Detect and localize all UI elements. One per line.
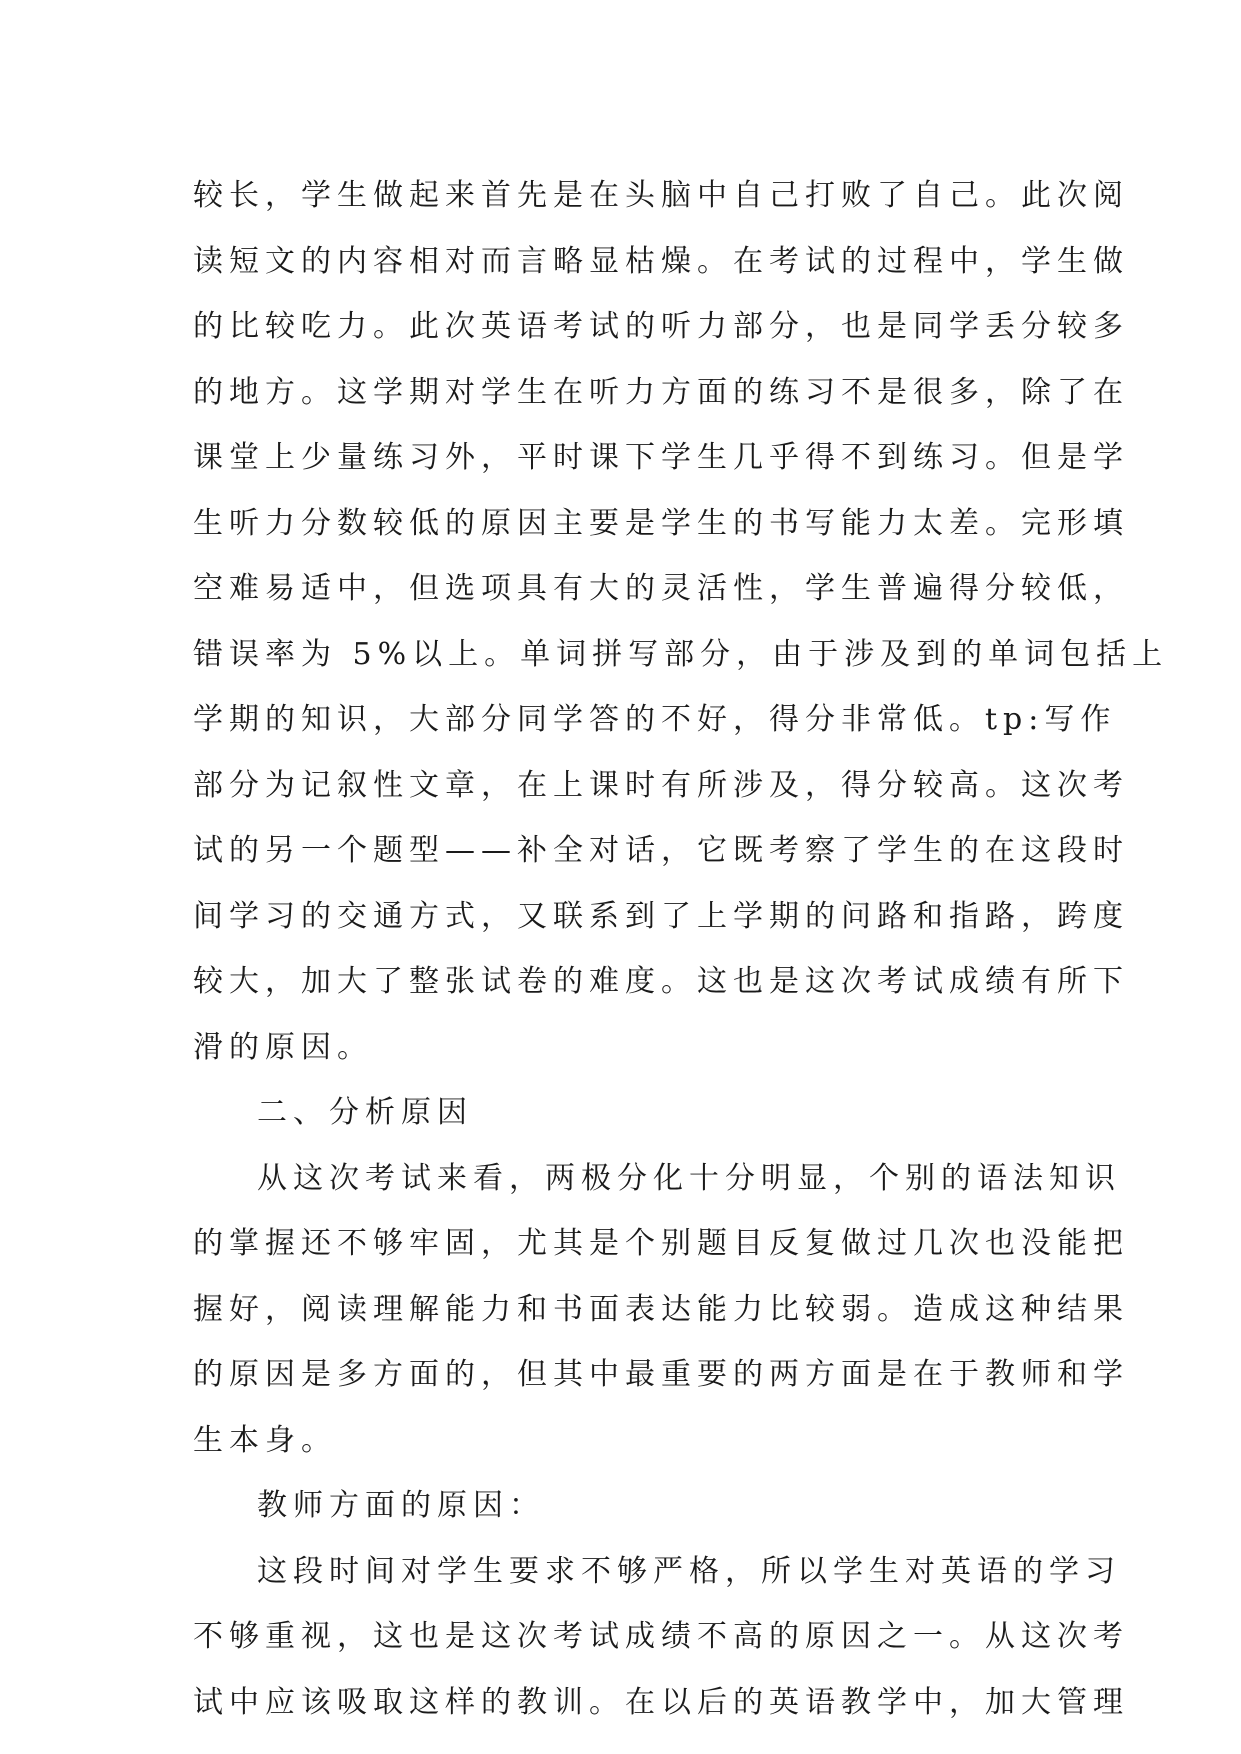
text-line: 间学习的交通方式，又联系到了上学期的问路和指路，跨度 xyxy=(193,898,1129,934)
paragraph-first-line: 二、分析原因 xyxy=(257,1095,473,1130)
text-line: 生本身。 xyxy=(193,1422,337,1458)
paragraph-first-line: 教师方面的原因： xyxy=(257,1488,545,1523)
paragraph-first-line: 这段时间对学生要求不够严格，所以学生对英语的学习 xyxy=(257,1553,1121,1589)
text-line: 生听力分数较低的原因主要是学生的书写能力太差。完形填 xyxy=(193,505,1129,541)
text-line: 滑的原因。 xyxy=(193,1029,373,1065)
document-body xyxy=(193,163,1169,1735)
text-line: 不够重视，这也是这次考试成绩不高的原因之一。从这次考 xyxy=(193,1619,1129,1654)
text-line: 较大，加大了整张试卷的难度。这也是这次考试成绩有所下 xyxy=(193,964,1129,999)
text-line: 较长，学生做起来首先是在头脑中自己打败了自己。此次阅 xyxy=(193,178,1129,213)
text-line: 部分为记叙性文章，在上课时有所涉及，得分较高。这次考 xyxy=(193,767,1129,803)
text-line: 的原因是多方面的，但其中最重要的两方面是在于教师和学 xyxy=(193,1357,1129,1392)
text-line: 的地方。这学期对学生在听力方面的练习不是很多，除了在 xyxy=(193,374,1129,410)
text-line: 的比较吃力。此次英语考试的听力部分，也是同学丢分较多 xyxy=(193,309,1129,344)
text-line: 试中应该吸取这样的教训。在以后的英语教学中，加大管理 xyxy=(193,1684,1129,1720)
text-line: 学期的知识，大部分同学答的不好，得分非常低。tp:写作 xyxy=(193,702,1117,737)
text-line: 的掌握还不够牢固，尤其是个别题目反复做过几次也没能把 xyxy=(193,1226,1129,1261)
paragraph-first-line: 从这次考试来看，两极分化十分明显，个别的语法知识 xyxy=(257,1160,1121,1196)
text-line: 读短文的内容相对而言略显枯燥。在考试的过程中，学生做 xyxy=(193,243,1129,279)
text-line: 课堂上少量练习外，平时课下学生几乎得不到练习。但是学 xyxy=(193,440,1129,475)
text-line: 空难易适中，但选项具有大的灵活性，学生普遍得分较低， xyxy=(193,571,1129,606)
text-line: 试的另一个题型——补全对话，它既考察了学生的在这段时 xyxy=(193,833,1129,868)
text-line: 握好，阅读理解能力和书面表达能力比较弱。造成这种结果 xyxy=(193,1291,1129,1327)
text-line: 错误率为 5%以上。单词拼写部分，由于涉及到的单词包括上 xyxy=(193,636,1169,672)
